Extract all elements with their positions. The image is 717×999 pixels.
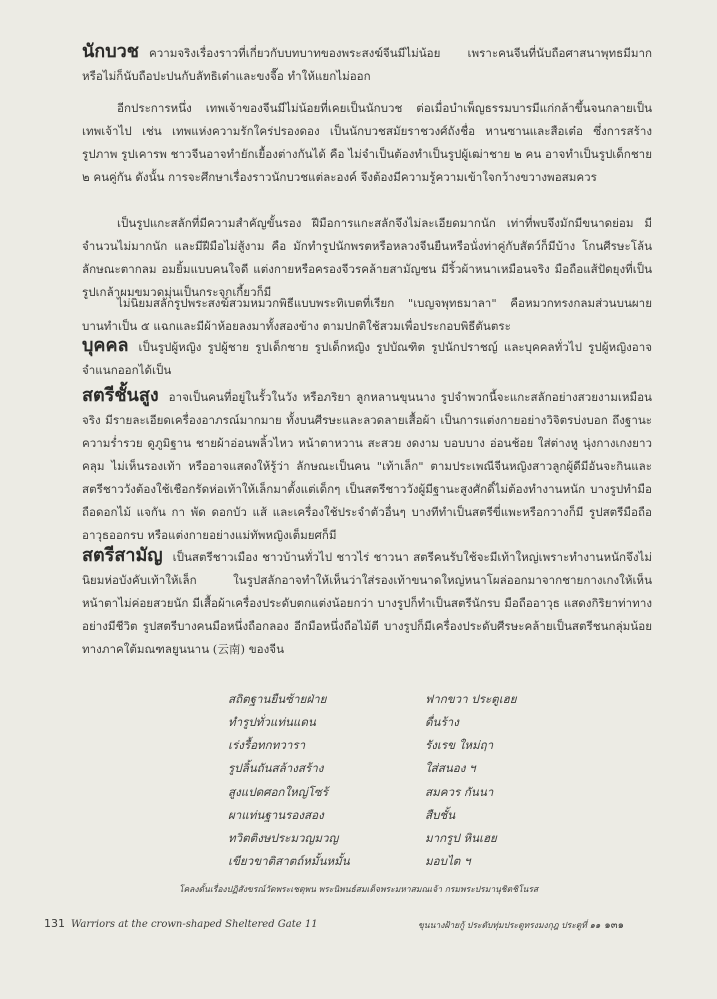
poem-line: สมควร กันนา [425, 785, 494, 799]
poem-line: เขียวขาติสาตถ์หมั้นหมั้น [228, 854, 350, 868]
paragraph: ความจริงเรื่องราวที่เกี่ยวกับบทบาทของพระสงฆ์จีนมีไม่น้อย เพราะคนจีนที่นับถือศาสนาพุทธมีมาก หรือไม่ก็นับถือปะปนกับลัทธิเต๋าและขงจื๊อ ทำให้แยกไม่ออก [82, 46, 652, 83]
poem-line: ทวิตติงษประมวญมวญ [228, 831, 339, 845]
section-persons [82, 334, 652, 382]
paragraph: เป็นรูปผู้หญิง รูปผู้ชาย รูปเด็กชาย รูปเด็กหญิง รูปบัณฑิต รูปนักปราชญ์ และบุคคลทั่วไป รูปผู้หญิงอาจจำแนกออกได้เป็น [82, 340, 652, 377]
poem-credit: โคลงดั้นเรื่องปฏิสังขรณ์วัดพระเชตุพน พระนิพนธ์สมเด็จพระมหาสมณเจ้า กรมพระปรมานุชิตชิโนรส [178, 885, 539, 895]
thai-page-number: ๑๓๑ [604, 920, 624, 931]
paragraph: เป็นสตรีชาวเมือง ชาวบ้านทั่วไป ชาวไร่ ชาวนา สตรีคนรับใช้จะมีเท้าใหญ่เพราะทำงานหนักจึงไม่นิยมห่อบังคับเท้าให้เล็ก ในรูปสลักอาจทำให้เห็นว่าใส่รองเท้าขนาดใหญ่หนาโผล่ออกมาจากชายกางเกงให้เห็นหน้าตาไม่ค่อยสวยนัก มีเสื้อผ้าเครื่องประดับตกแต่งน้อยกว่า บางรูปก็ทำเป็นสตรีนักรบ มือถืออาวุธ แสดงกิริยาท่าทางอย่างมีชีวิต รูปสตรีบางคนมือหนึ่งถือกลอง อีกมือหนึ่งถือไม้ตี บางรูปก็มีเครื่องประดับศีรษะคล้ายเป็นสตรีชนกลุ่มน้อยทางภาคใต้มณฑลยูนนาน (云南) ของจีน [82, 550, 652, 656]
poem-line: เร่งรื้อทกทวารา [228, 738, 306, 752]
poem-line: รูปลิ้นถันสล้างสร้าง [228, 761, 324, 775]
footer-left [44, 917, 318, 930]
paragraph: ไม่นิยมสลักรูปพระสงฆ์สวมหมวกพิธีแบบพระทิเบตที่เรียก "เบญจพุทธมาลา" คือหมวกทรงกลมส่วนบนผายบานทำเป็น ๕ แฉกและมีผ้าห้อยลงมาทั้งสองข้าง ตามปกติใช้สวมเพื่อประกอบพิธีตันตระ [82, 296, 652, 333]
poem-line: สูงแปดศอกใหญ่โซร้ [228, 785, 328, 799]
heading-monks: นักบวช [82, 41, 139, 62]
poem-line: สืบชั้น [425, 808, 456, 822]
paragraph: อีกประการหนึ่ง เทพเจ้าของจีนมีไม่น้อยที่เคยเป็นนักบวช ต่อเมื่อบำเพ็ญธรรมบารมีแก่กล้าขึ้นจนกลายเป็นเทพเจ้าไป เช่น เทพแห่งความรักใคร่ปรองดอง เป็นนักบวชสมัยราชวงศ์ถังชื่อ หานซานและสือเต๋อ ซึ่งการสร้างรูปภาพ รูปเคารพ ชาวจีนอาจทำยักเยื้องต่างกันได้ คือ ไม่จำเป็นต้องทำเป็นรูปผู้เฒ่าชาย ๒ คน อาจทำเป็นรูปเด็กชาย ๒ คนคู่กัน ดังนั้น การจะศึกษาเรื่องราวนักบวชแต่ละองค์ จึงต้องมีความรู้ความเข้าใจกว้างขวางพอสมควร [82, 101, 652, 184]
paragraph: อาจเป็นคนที่อยู่ในรั้วในวัง หรือภริยา ลูกหลานขุนนาง รูปจำพวกนี้จะแกะสลักอย่างสวยงามเหมือนจริง มีรายละเอียดเครื่องอาภรณ์มากมาย ทั้งบนศีรษะและลวดลายเสื้อผ้า เป็นการแต่งกายอย่างวิจิตรบ่งบอก ถึงฐานะความร่ำรวย ดูภูมิฐาน ชายผ้าอ่อนพลิ้วไหว หน้าตาหวาน สะสวย งดงาม บอบบาง อ่อนช้อย ใส่ต่างหู นุ่งกางเกงยาวคลุม ไม่เห็นรองเท้า หรืออาจแสดงให้รู้ว่า ลักษณะเป็นคน "เท้าเล็ก" ตามประเพณีจีนหญิงสาวลูกผู้ดีมีอันจะกินและสตรีชาววังต้องใช้เชือกรัดห่อเท้าให้เล็กมาตั้งแต่เด็กๆ เป็นสตรีชาววังผู้มีฐานะสูงศักดิ์ไม่ต้องทำงานหนัก บางรูปทำมือถือดอกไม้ แจกัน กา พัด ดอกบัว แส้ และเครื่องใช้ประจำตัวอื่นๆ บางทีทำเป็นสตรีขี่แพะหรือกวางก็มี รูปสตรีมือถืออาวุธออกรบ หรือแต่งกายอย่างแม่ทัพหญิงเต็มยศก็มี [82, 390, 652, 542]
paragraph: เป็นรูปแกะสลักที่มีความสำคัญขั้นรอง ฝีมือการแกะสลักจึงไม่ละเอียดมากนัก เท่าที่พบจึงมักมีขนาดย่อม มีจำนวนไม่มากนัก และมีฝีมือไม่สู้งาม คือ มักทำรูปนักพรตหรือหลวงจีนยืนหรือนั่งท่าคู่กับสัตว์ก็มีบ้าง โกนศีรษะโล้นลักษณะตากลม อมยิ้มแบบคนใจดี แต่งกายหรือครองจีวรคล้ายสามัญชน มีริ้วผ้าหนาเหมือนจริง มือถือแส้ปัดยุงที่เป็นรูปเกล้าผมขมวดมุ่นเป็นกระจุกเกี้ยวก็มี [82, 216, 652, 299]
poem-line: ใส่สนอง ฯ [425, 761, 476, 775]
poem-line: สถิตฐานยืนซ้ายฝ่าย [228, 692, 327, 706]
poem-line: รังเรข ใหม่ฤา [425, 738, 494, 752]
heading-commonwomen: สตรีสามัญ [82, 545, 163, 566]
page-number: 131 [44, 917, 65, 930]
section-noblewomen [82, 384, 652, 547]
poem-line: มากรูป หินเฮย [425, 831, 497, 845]
english-caption: Warriors at the crown-shaped Sheltered Gate 11 [71, 919, 318, 930]
poem-line: มอบไต ฯ [425, 854, 471, 868]
section-monks [82, 40, 652, 88]
footer-right [418, 918, 624, 933]
thai-caption: ขุนนางฝ้ายกู้ ประตับทุ่มประตูทรงมงกุฎ ประตูที่ ๑๑ [418, 921, 601, 931]
poem-stanza-1 [0, 688, 717, 780]
poem-line: ทำรูปทั่วแท่นแดน [228, 715, 316, 729]
poem-line: ดื่นร้าง [425, 715, 459, 729]
heading-noblewomen: สตรีชั้นสูง [82, 385, 159, 406]
heading-persons: บุคคล [82, 335, 129, 356]
poem-line: ฟากขวา ประตูเฮย [425, 692, 517, 706]
poem-stanza-2 [0, 781, 717, 873]
poem-line: ผาแท่นฐานรองสอง [228, 808, 324, 822]
section-commonwomen [82, 544, 652, 661]
